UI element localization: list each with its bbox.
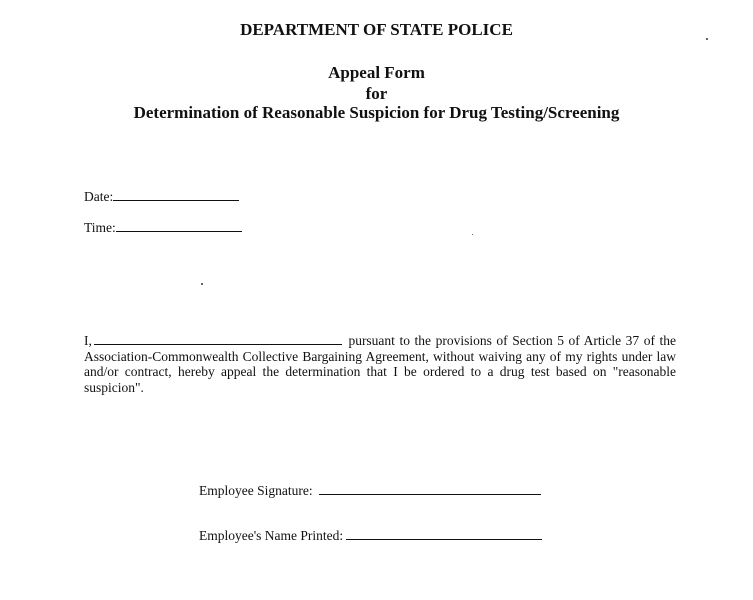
appeal-prefix: I, xyxy=(84,333,92,348)
time-field xyxy=(84,219,242,236)
scan-speck xyxy=(472,234,473,235)
department-heading: DEPARTMENT OF STATE POLICE xyxy=(240,20,513,39)
date-label: Date: xyxy=(84,189,114,204)
signature-field xyxy=(199,482,541,499)
form-title-connector: for xyxy=(365,84,388,103)
appeal-body: pursuant to the provisions of Section 5 of Article 37 of the Association-Commonwealth Collective Bargaining Agreement, without waiving any of my rights under law and/or contract, hereby appeal the determination that I be ordered to a drug test based on "reasonable suspicion". xyxy=(84,333,677,395)
date-field xyxy=(84,188,239,205)
form-subtitle: Determination of Reasonable Suspicion for Drug Testing/Screening xyxy=(133,103,620,122)
date-blank[interactable] xyxy=(113,188,239,201)
appellant-name-blank[interactable] xyxy=(94,333,342,345)
signature-label: Employee Signature: xyxy=(199,483,313,498)
appeal-statement xyxy=(84,333,676,395)
signature-blank[interactable] xyxy=(319,482,541,495)
name-printed-field xyxy=(199,527,542,544)
scan-speck xyxy=(706,38,708,40)
name-printed-blank[interactable] xyxy=(346,527,542,540)
scan-speck xyxy=(201,283,203,285)
time-blank[interactable] xyxy=(116,219,242,232)
name-printed-label: Employee's Name Printed: xyxy=(199,528,344,543)
time-label: Time: xyxy=(84,220,116,235)
form-title: Appeal Form xyxy=(328,63,425,82)
